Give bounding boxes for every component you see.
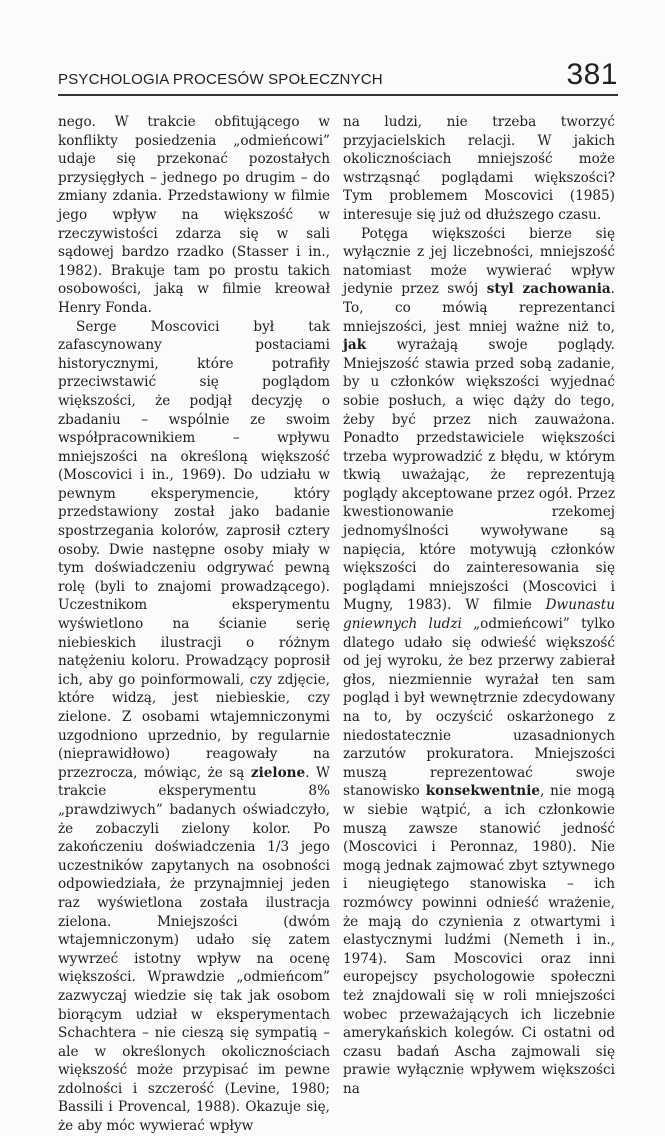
- paragraph-text: . To, co mówią reprezentanci mniejszości, jest mniej ważne niż to,: [343, 281, 615, 335]
- right-column: [343, 113, 615, 1098]
- paragraph-text: , nie mogą w siebie wątpić, a ich członkowie muszą zawsze stanowić jedność (Moscovici i Peronnaz, 1980). Nie mogą jednak zajmować zbyt sztywnego i nieugiętego stanowiska – ich rozmówcy powinni odnieść wrażenie, że mają do czynienia z otwartymi i elastycznymi ludźmi (Nemeth i in., 1974). Sam Moscovici oraz inni europejscy psychologowie społeczni też znajdowali się w roli mniejszości wobec przeważających ich liczebnie amerykańskich kolegów. Ci ostatni od czasu badań Ascha zajmowali się prawie wyłącznie wpływem większości na: [343, 783, 615, 1097]
- paragraph-text: nego. W trakcie obfitującego w konflikty posiedzenia „odmieńcowi” udaje się przekonać pozostałych przysięgłych – jednego po drugim – do zmiany zdania. Przedstawiony w filmie jego wpływ na większość w rzeczywistości zdarza się w sali sądowej bardzo rzadko (Stasser i in., 1982). Brakuje tam po prostu takich osobowości, jaką w filmie kreował Henry Fonda.: [58, 114, 330, 316]
- paragraph-text: . W trakcie eksperymentu 8% „prawdziwych” badanych oświadczyło, że zobaczyli zielony kolor. Po zakończeniu doświadczenia 1/3 jego uczestników zapytanych na osobności odpowiedziała, że przynajmniej jeden raz wyświetlona została ilustracja zielona. Mniejszości (dwóm wtajemniczonym) udało się zatem wywrzeć istotny wpływ na ocenę większości. Wprawdzie „odmieńcom” zazwyczaj wiedzie się tak jak osobom biorącym udział w eksperymentach Schachtera – nie cieszą się sympatią – ale w określonych okolicznościach większość może przypisać im pewne zdolności i szczerość (Levine, 1980; Bassili i Provencal, 1988). Okazuje się, że aby móc wywierać wpływ: [58, 764, 330, 1135]
- paragraph-text: Potęga większości bierze się wyłącznie z jej liczebności, mniejszość natomiast może wywierać wpływ jedynie przez swój: [343, 225, 615, 298]
- emphasis-bold: konsekwentnie: [425, 783, 541, 800]
- paragraph-text: na ludzi, nie trzeba tworzyć przyjacielskich relacji. W jakich okolicznościach mniejszość może wstrząsnąć poglądami większości? Tym problemem Moscovici (1985) interesuje się już od dłuższego czasu.: [343, 114, 615, 223]
- film-title-italic: Dwunastu gniewnych ludzi: [343, 597, 615, 633]
- emphasis-bold: jak: [343, 337, 367, 354]
- paragraph: [343, 225, 615, 1099]
- paragraph-text: wyrażają swoje poglądy. Mniejszość stawia przed sobą zadanie, by u członków większości wyjednać sobie posłuch, a więc dąży do tego, żeby być przez nich zauważona. Ponadto przedstawiciele większości trzeba wyprowadzić z błędu, w którym tkwią uważając, że reprezentują poglądy akceptowane przez ogół. Przez kwestionowanie rzekomej jednomyślności wywoływane są napięcia, które motywują członków większości do zainteresowania się poglądami mniejszości (Moscovici i Mugny, 1983). W filmie: [343, 337, 615, 614]
- paragraph-text: „odmieńcowi” tylko dlatego udało się odwieść większość od jej wyroku, że bez przerwy zabierał głos, niezmiennie wyrażał ten sam pogląd i był wewnętrznie zdecydowany na to, by oczyścić oskarżonego z niedostatecznie uzasadnionych zarzutów prokuratora. Mniejszości muszą reprezentować swoje stanowisko: [343, 616, 615, 800]
- paragraph: [58, 318, 330, 1136]
- left-column: [58, 113, 330, 1136]
- page-header: [58, 58, 618, 98]
- paragraph: [58, 113, 330, 318]
- header-rule: [58, 94, 618, 96]
- emphasis-bold: zielone: [250, 764, 306, 781]
- paragraph: [343, 113, 615, 225]
- emphasis-bold: styl zachowania: [486, 281, 611, 298]
- running-title: PSYCHOLOGIA PROCESÓW SPOŁECZNYCH: [58, 71, 383, 88]
- paragraph-text: Serge Moscovici był tak zafascynowany postaciami historycznymi, które potrafiły przeciwstawić się poglądom większości, że podjął decyzję o zbadaniu – wspólnie ze swoim współpracownikiem – wpływu mniejszości na określoną większość (Moscovici i in., 1969). Do udziału w pewnym eksperymencie, który przedstawiony został jako badanie spostrzegania kolorów, zaprosił cztery osoby. Dwie następne osoby miały w tym doświadczeniu odgrywać pewną rolę (byli to znajomi prowadzącego). Uczestnikom eksperymentu wyświetlono na ścianie serię niebieskich ilustracji o różnym natężeniu koloru. Prowadzący poprosił ich, aby go poinformowali, czy zdjęcie, które widzą, jest niebieskie, czy zielone. Z osobami wtajemniczonymi uzgodniono uprzednio, by regularnie (nieprawidłowo) reagowały na przezrocza, mówiąc, że są: [58, 318, 330, 781]
- page-number: 381: [566, 58, 618, 91]
